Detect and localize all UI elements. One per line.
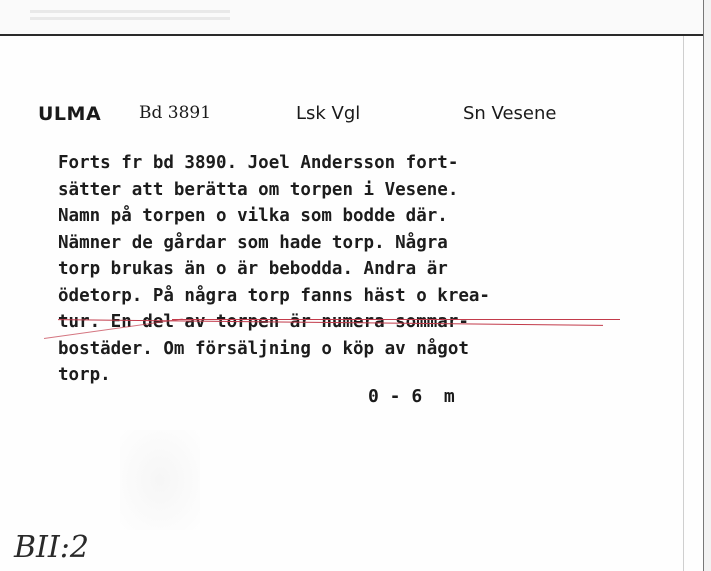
card-top-strip: [0, 0, 711, 36]
header-sn: Sn Vesene: [463, 103, 557, 124]
body-line: Namn på torpen o vilka som bodde där.: [58, 206, 448, 226]
header-lsk: Lsk Vgl: [296, 103, 361, 124]
card-header: [38, 103, 638, 131]
body-line: Nämner de gårdar som hade torp. Några: [58, 232, 448, 253]
body-line: bostäder. Om försäljning o köp av något: [58, 338, 469, 359]
body-line: sätter att berätta om torpen i Vesene.: [58, 179, 459, 200]
card-body-text: [58, 150, 638, 389]
paper-smudge: [120, 430, 200, 530]
body-line: torp.: [58, 365, 111, 385]
card-answer: 0 - 6 m: [368, 386, 455, 407]
card-right-edge: [703, 0, 711, 571]
red-underline: [172, 319, 620, 320]
body-line: ödetorp. På några torp fanns häst o krea-: [58, 285, 490, 306]
card-edge-line: [683, 36, 684, 571]
faint-bleed-through: [30, 6, 230, 26]
header-bd: Bd 3891: [139, 103, 212, 123]
handwritten-note: BII:2: [14, 530, 89, 565]
header-code: ULMA: [38, 103, 102, 125]
body-line: Forts fr bd 3890. Joel Andersson fort-: [58, 153, 459, 173]
body-line: torp brukas än o är bebodda. Andra är: [58, 259, 448, 279]
body-line: tur. En del av torpen är numera sommar-: [58, 312, 469, 332]
